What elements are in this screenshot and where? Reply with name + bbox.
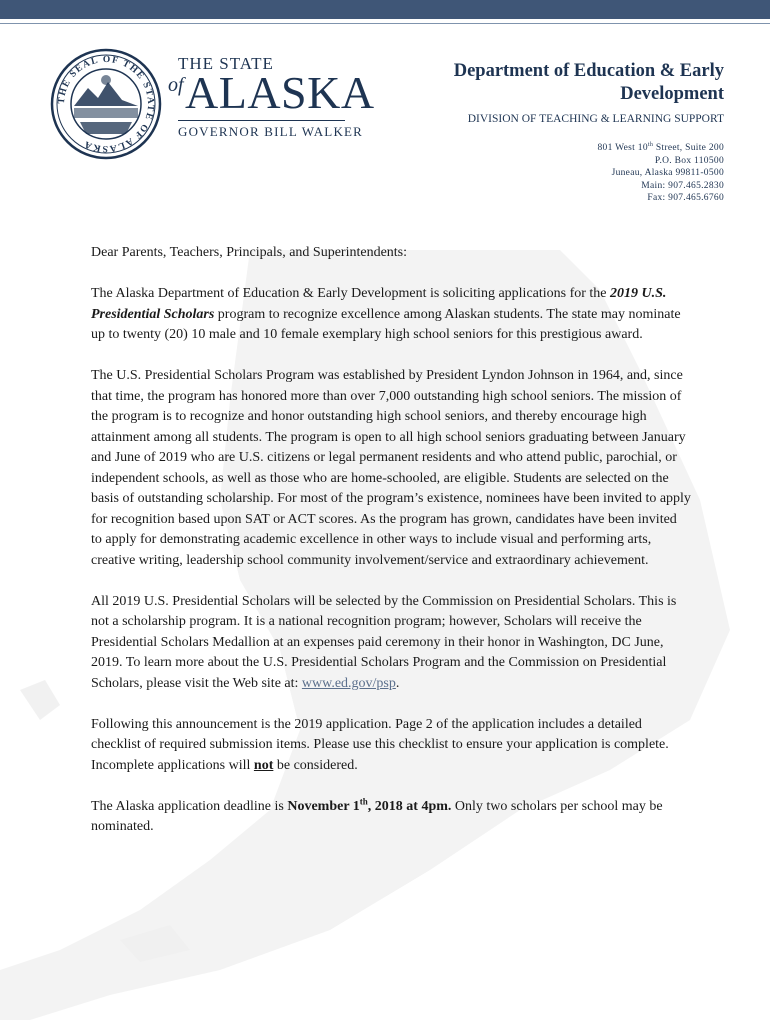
address-po-box: P.O. Box 110500 [654,155,724,166]
letter-body [91,243,691,858]
department-title: Department of Education & Early Development [453,61,724,104]
top-banner-bar [0,0,770,19]
logo-the-state: THE STATE [178,54,274,73]
address-city: Juneau, Alaska 99811-0500 [611,168,724,179]
phone-fax: Fax: 907.465.6760 [647,193,724,204]
logo-alaska: ALASKA [185,67,375,118]
paragraph-application: Following this announcement is the 2019 application. Page 2 of the application includes a detailed checklist of required submission items. Please use this checklist to ensure your application is complete. Incomplete applications will not be considered. [91,716,669,773]
paragraph-selection: All 2019 U.S. Presidential Scholars will be selected by the Commission on Presidential Scholars. This is not a scholarship program. It is a national recognition program; however, Scholars will receive the Presidential Scholars Medallion at an expenses paid ceremony in their honor in Washington, DC June, 2019. To learn more about the U.S. Presidential Scholars Program and the Commission on Presidential Scholars, please visit the Web site at: www.ed.gov/psp. [91,593,677,691]
salutation: Dear Parents, Teachers, Principals, and Superintendents: [91,245,408,260]
paragraph-intro: The Alaska Department of Education & Early Development is soliciting applications for the 2019 U.S. Presidential Scholars program to recognize excellence among Alaskan students. The state may nominate up to twenty (20) 10 male and 10 female exemplary high school seniors for this prestigious award. [91,286,681,342]
seal-ring-text: THE SEAL OF THE STATE OF ALASKA [56,54,156,154]
paragraph-deadline: The Alaska application deadline is November 1th, 2018 at 4pm. Only two scholars per school may be nominated. [91,795,663,834]
phone-main: Main: 907.465.2830 [641,180,724,191]
logo-of: of [168,74,184,96]
paragraph-program-history: The U.S. Presidential Scholars Program was established by President Lyndon Johnson in 1964, and, since that time, the program has honored more than over 7,000 outstanding high school seniors. The mission of the program is to recognize and honor outstanding high school seniors, and thereby encourage high attainment among all students. The program is open to all high school seniors graduating between January and June of 2019 who are U.S. citizens or legal permanent residents and who attend public, parochial, or independent schools, as well as those who are home-schooled, are eligible. Students are selected on the basis of outstanding scholarship. For most of the program’s existence, nominees have been invited to apply for recognition based upon SAT or ACT scores. As the program has grown, candidates have been invited to apply for demonstrating academic excellence in other ways to include visual and performing arts, creative writing, leadership school community involvement/service and extraordinary achievement. [91,368,691,568]
top-banner-rule [0,23,770,24]
address-street: 801 West 10th Street, Suite 200 [597,142,724,154]
state-seal-icon [50,48,162,160]
logo-governor: GOVERNOR BILL WALKER [178,124,364,139]
address-block [597,139,724,205]
division-name: DIVISION OF TEACHING & LEARNING SUPPORT [467,113,724,125]
logo-divider [178,120,345,121]
psp-website-link[interactable]: www.ed.gov/psp [301,675,396,691]
